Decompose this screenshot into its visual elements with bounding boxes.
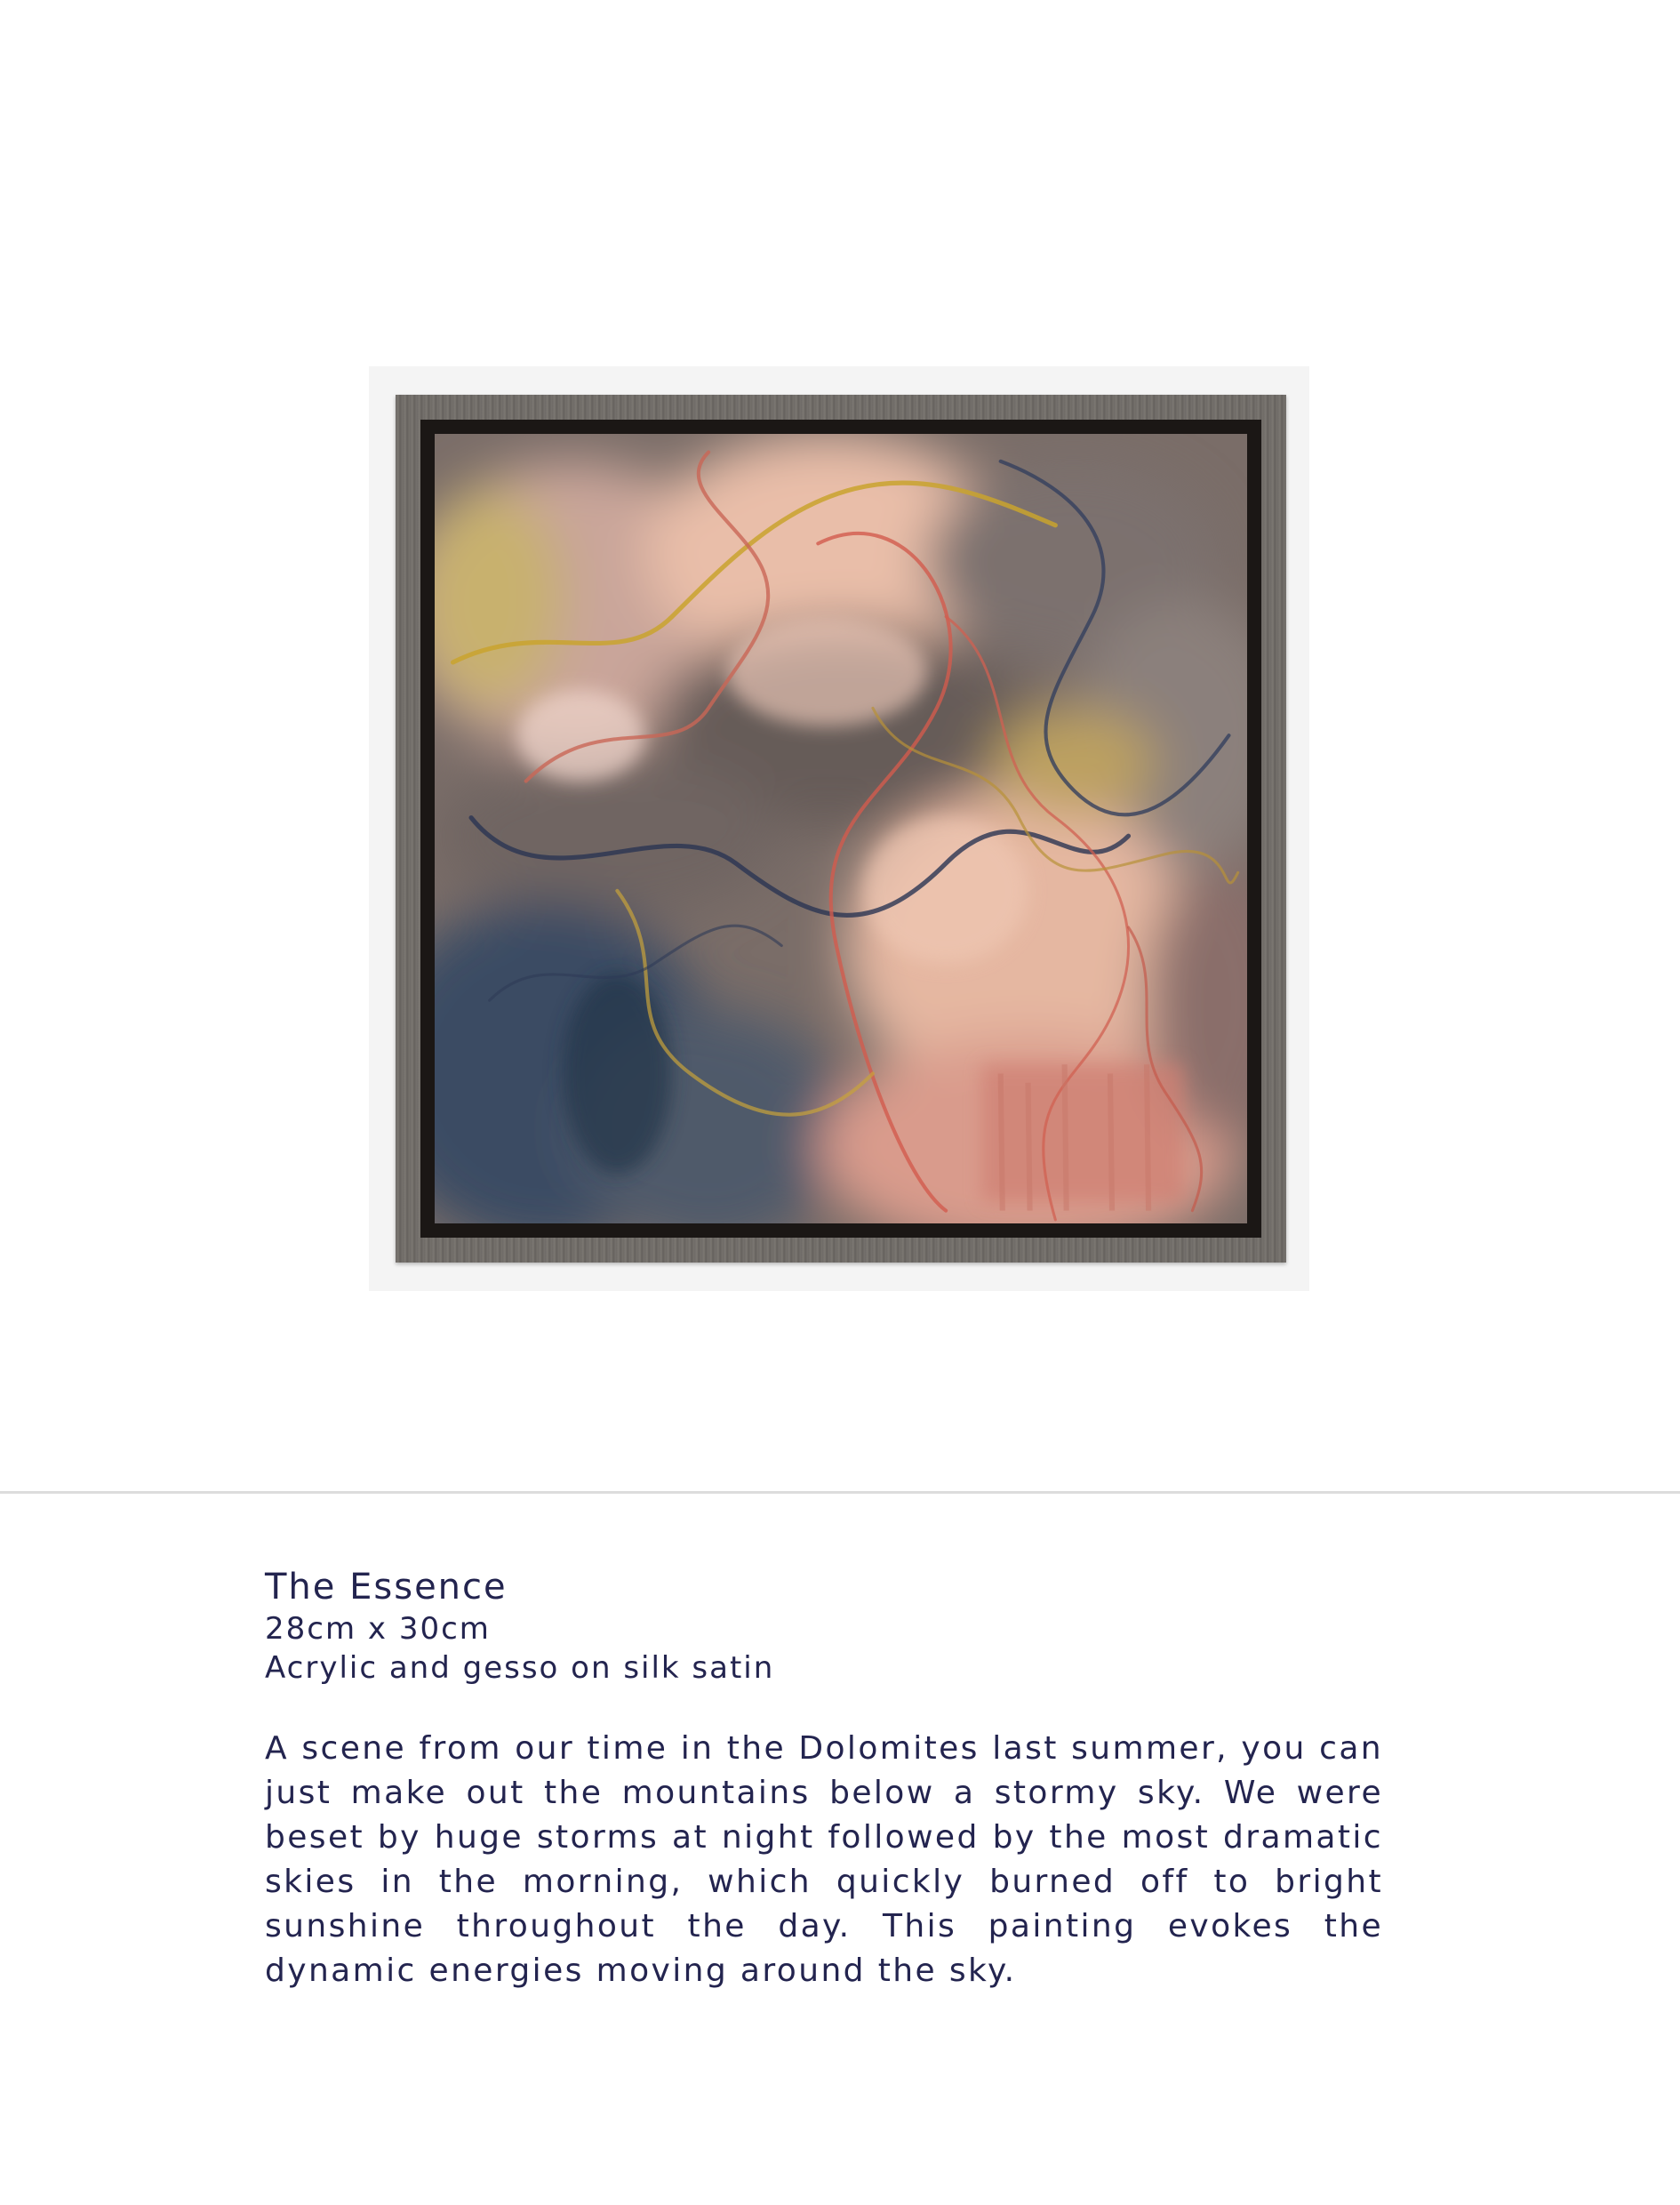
section-divider (0, 1491, 1680, 1494)
artwork-description: A scene from our time in the Dolomites last summer, you can just make out the mountains below a stormy sky. We were beset by huge storms at night followed by the most dramatic skies in the morning, which quickly burned off to bright sunshine throughout the day. This painting evokes the dynamic energies moving around the sky. (265, 1730, 1383, 1989)
artwork-title: The Essence (265, 1567, 508, 1608)
artwork-medium: Acrylic and gesso on silk satin (265, 1650, 775, 1686)
artwork-dimensions: 28cm x 30cm (265, 1611, 491, 1647)
frame-liner (420, 420, 1261, 1238)
abstract-painting (435, 434, 1247, 1223)
artwork-caption (265, 1565, 1383, 2025)
picture-frame (396, 395, 1286, 1263)
painting-image (435, 434, 1247, 1223)
artwork-photo (369, 366, 1309, 1291)
